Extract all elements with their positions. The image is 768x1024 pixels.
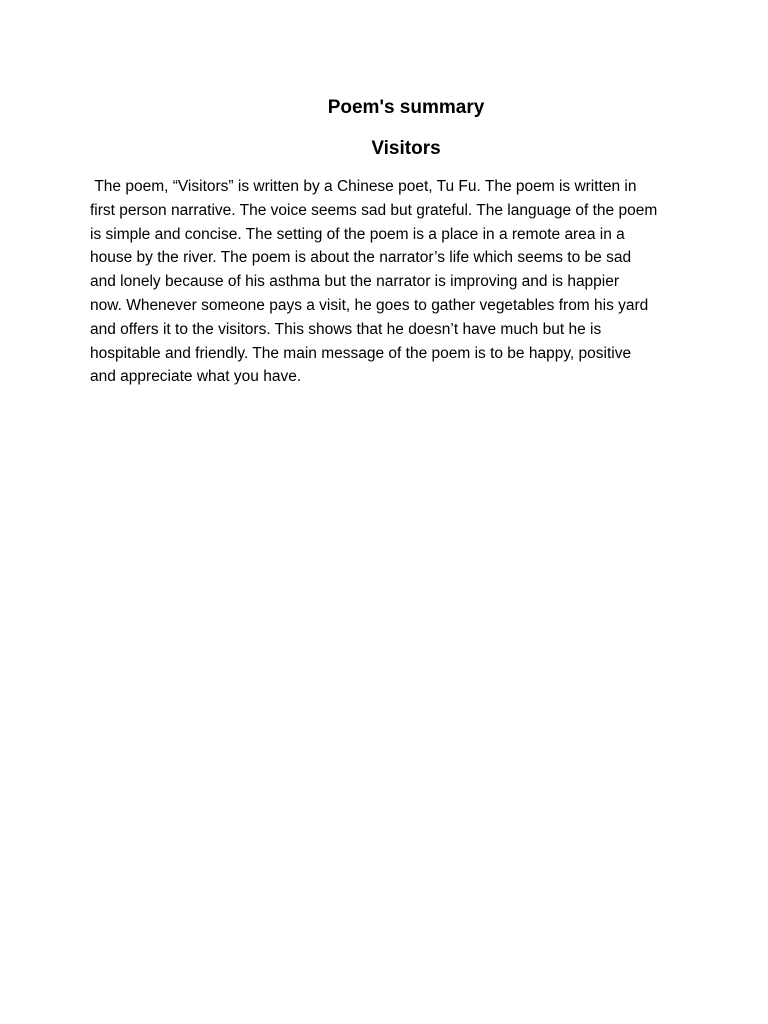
page-title: Poem's summary	[327, 97, 485, 118]
poem-title: Visitors	[371, 138, 441, 159]
summary-paragraph: The poem, “Visitors” is written by a Chinese poet, Tu Fu. The poem is written in first person narrative. The voice seems sad but grateful. The language of the poem is simple and concise. The setting of the poem is a place in a remote area in a house by the river. The poem is about the narrator’s life which seems to be sad and lonely because of his asthma but the narrator is improving and is happier now. Whenever someone pays a visit, he goes to gather vegetables from his yard and offers it to the visitors. This shows that he doesn’t have much but he is hospitable and friendly. The main message of the poem is to be happy, positive and appreciate what you have.	[90, 178, 658, 386]
